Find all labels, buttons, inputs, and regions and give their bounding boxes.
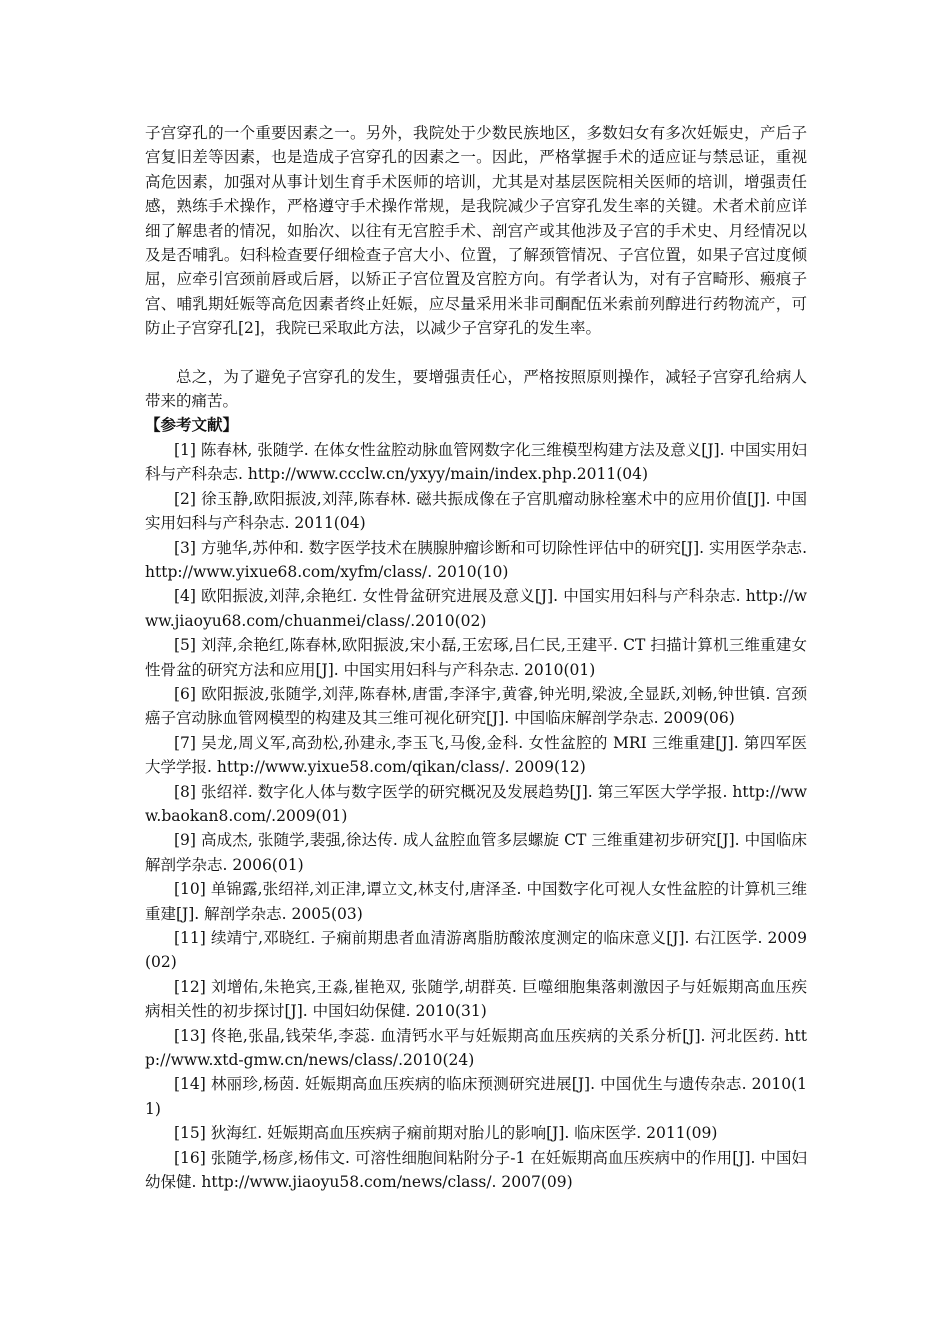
reference-item-2: [2] 徐玉静,欧阳振波,刘萍,陈春林. 磁共振成像在子宫肌瘤动脉栓塞术中的应用价值[J]. 中国实用妇科与产科杂志. 2011(04)	[145, 489, 807, 533]
reference-item-11: [11] 续靖宁,邓晓红. 子痫前期患者血清游离脂肪酸浓度测定的临床意义[J]. 右江医学. 2009(02)	[145, 929, 807, 972]
paragraph-spacer	[145, 341, 807, 365]
reference-item-9: [9] 高成杰, 张随学,裴强,徐达传. 成人盆腔血管多层螺旋 CT 三维重建初步研究[J]. 中国临床解剖学杂志. 2006(01)	[145, 831, 807, 874]
reference-item-13: [13] 佟艳,张晶,钱荣华,李蕊. 血清钙水平与妊娠期高血压疾病的关系分析[J]. 河北医药. http://www.xtd-gmw.cn/news/class/.2010(24)	[145, 1026, 807, 1070]
body-paragraph-1: 子宫穿孔的一个重要因素之一。另外，我院处于少数民族地区，多数妇女有多次妊娠史，产后子宫复旧差等因素，也是造成子宫穿孔的因素之一。因此，严格掌握手术的适应证与禁忌证，重视高危因素，加强对从事计划生育手术医师的培训，尤其是对基层医院相关医师的培训，增强责任感，熟练手术操作，严格遵守手术操作常规，是我院减少子宫穿孔发生率的关键。术者术前应详细了解患者的情况，如胎次、以往有无宫腔手术、剖宫产或其他涉及子宫的手术史、月经情况以及是否哺乳。妇科检查要仔细检查子宫大小、位置，了解颈管情况、子宫位置，如果子宫过度倾屈，应牵引宫颈前唇或后唇，以矫正子宫位置及宫腔方向。有学者认为，对有子宫畸形、瘢痕子宫、哺乳期妊娠等高危因素者终止妊娠，应尽量采用米非司酮配伍米索前列醇进行药物流产，可防止子宫穿孔[2]，我院已采取此方法，以减少子宫穿孔的发生率。	[145, 124, 807, 338]
reference-item-12: [12] 刘增佑,朱艳宾,王淼,崔艳双, 张随学,胡群英. 巨噬细胞集落刺激因子与妊娠期高血压疾病相关性的初步探讨[J]. 中国妇幼保健. 2010(31)	[145, 977, 807, 1021]
body-paragraph-2: 总之，为了避免子宫穿孔的发生，要增强责任心，严格按照原则操作，减轻子宫穿孔给病人带来的痛苦。	[145, 367, 807, 411]
reference-item-16: [16] 张随学,杨彦,杨伟文. 可溶性细胞间粘附分子-1 在妊娠期高血压疾病中的作用[J]. 中国妇幼保健. http://www.jiaoyu58.com/news/class/. 2007(09)	[145, 1148, 807, 1192]
references-heading: 【参考文献】	[145, 415, 239, 435]
reference-item-14: [14] 林丽珍,杨茵. 妊娠期高血压疾病的临床预测研究进展[J]. 中国优生与遗传杂志. 2010(11)	[145, 1075, 807, 1118]
reference-item-7: [7] 吴龙,周义军,高劲松,孙建永,李玉飞,马俊,金科. 女性盆腔的 MRI 三维重建[J]. 第四军医大学学报. http://www.yixue58.com/qikan/class/. 2009(12)	[145, 733, 807, 777]
reference-item-4: [4] 欧阳振波,刘萍,余艳红. 女性骨盆研究进展及意义[J]. 中国实用妇科与产科杂志. http://www.jiaoyu68.com/chuanmei/class/.2010(02)	[145, 587, 807, 630]
reference-item-6: [6] 欧阳振波,张随学,刘萍,陈春林,唐雷,李泽宇,黄睿,钟光明,梁波,全显跃,刘畅,钟世镇. 宫颈癌子宫动脉血管网模型的构建及其三维可视化研究[J]. 中国临床解剖学杂志. 2009(06)	[145, 684, 807, 728]
document-page	[145, 121, 807, 1194]
reference-item-1: [1] 陈春林, 张随学. 在体女性盆腔动脉血管网数字化三维模型构建方法及意义[J]. 中国实用妇科与产科杂志. http://www.ccclw.cn/yxyy/main/index.php.2011(04)	[145, 440, 807, 484]
reference-item-8: [8] 张绍祥. 数字化人体与数字医学的研究概况及发展趋势[J]. 第三军医大学学报. http://www.baokan8.com/.2009(01)	[145, 782, 807, 825]
reference-item-10: [10] 单锦露,张绍祥,刘正津,谭立文,林支付,唐泽圣. 中国数字化可视人女性盆腔的计算机三维重建[J]. 解剖学杂志. 2005(03)	[145, 880, 807, 923]
reference-item-3: [3] 方驰华,苏仲和. 数字医学技术在胰腺肿瘤诊断和可切除性评估中的研究[J]. 实用医学杂志. http://www.yixue68.com/xyfm/class/. 2010(10)	[145, 538, 807, 581]
reference-item-5: [5] 刘萍,余艳红,陈春林,欧阳振波,宋小磊,王宏琢,吕仁民,王建平. CT 扫描计算机三维重建女性骨盆的研究方法和应用[J]. 中国实用妇科与产科杂志. 2010(01)	[145, 636, 807, 679]
reference-item-15: [15] 狄海红. 妊娠期高血压疾病子痫前期对胎儿的影响[J]. 临床医学. 2011(09)	[174, 1124, 718, 1143]
reference-list	[145, 438, 807, 1195]
